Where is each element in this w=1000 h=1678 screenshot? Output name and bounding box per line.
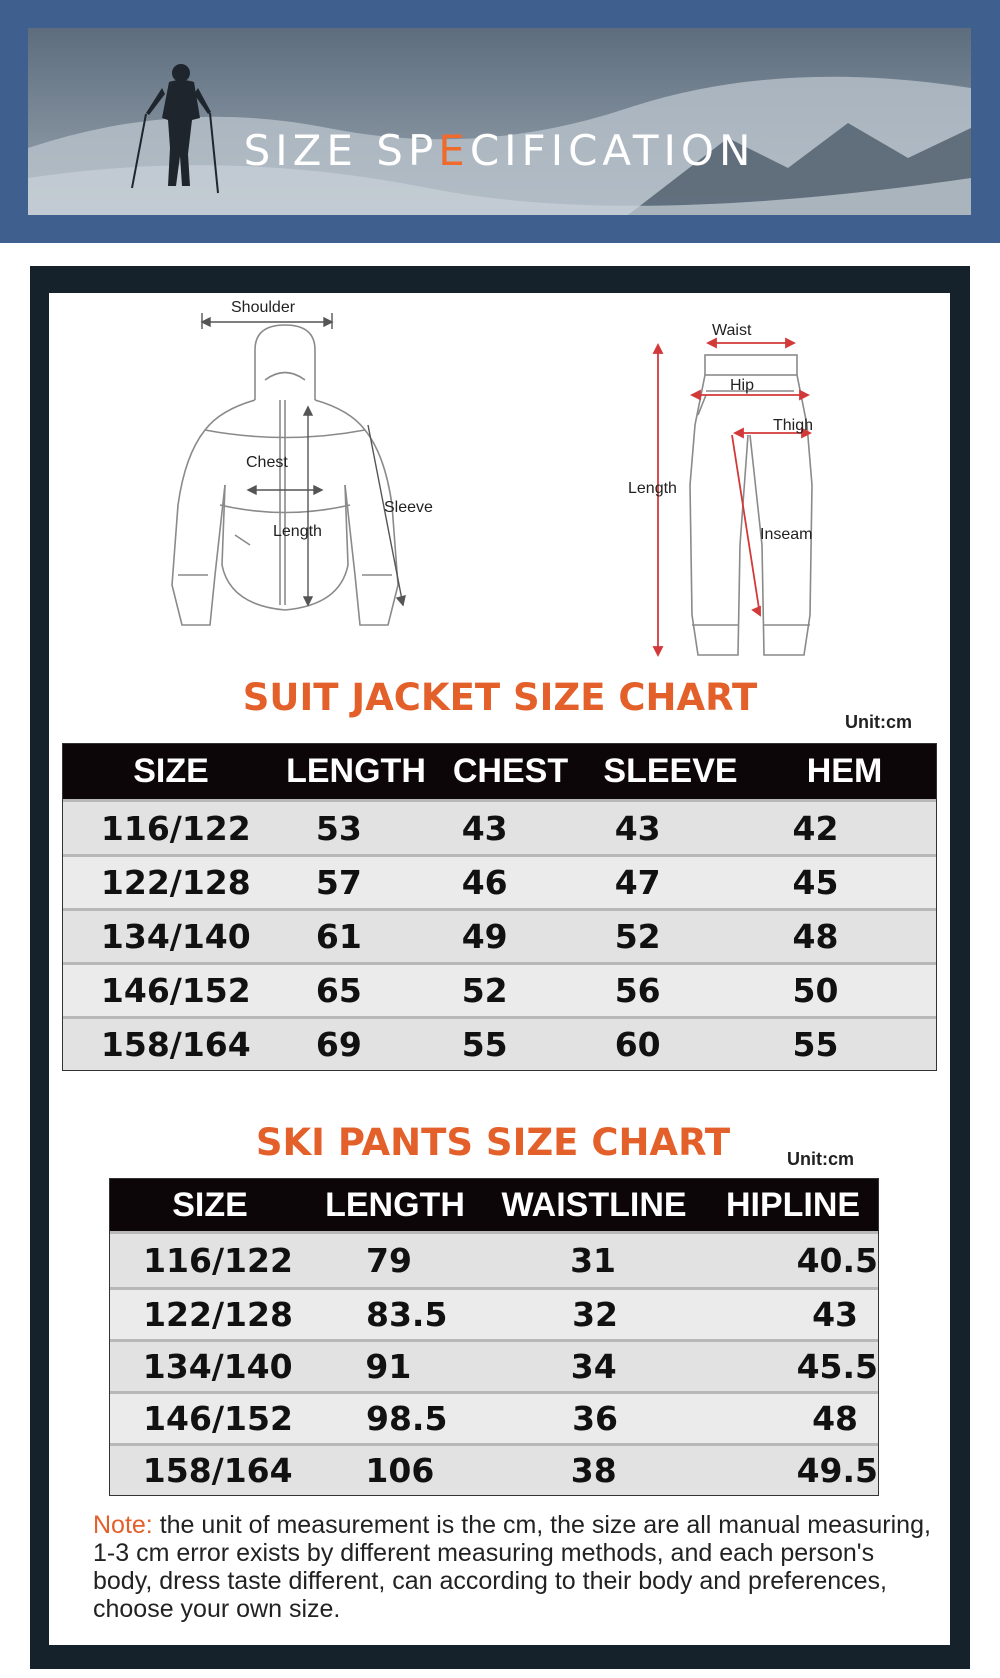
col-header: SLEEVE <box>603 752 738 790</box>
table-header-row <box>110 1179 878 1231</box>
table-cell: 34 <box>570 1347 617 1386</box>
col-header: SIZE <box>133 752 209 790</box>
pants-size-table <box>109 1178 879 1496</box>
table-row <box>110 1443 878 1495</box>
note-text: the unit of measurement is the cm, the size are all manual measuring, 1-3 cm error exists by different measuring methods, and each person's body, dress taste different, can according to their body and preferences, choose your own size. <box>93 1511 931 1623</box>
jacket-chart-title: SUIT JACKET SIZE CHART <box>242 676 758 719</box>
table-cell: 134/140 <box>142 1347 293 1386</box>
table-cell: 60 <box>614 1025 661 1064</box>
table-row <box>63 962 936 1016</box>
table-cell: 122/128 <box>100 863 251 902</box>
table-header-row <box>63 744 936 799</box>
pants-diagram <box>628 315 840 660</box>
jacket-length-label: Length <box>273 523 322 540</box>
table-cell: 57 <box>315 863 362 902</box>
pants-unit-label: Unit:cm <box>787 1149 854 1169</box>
table-cell: 49 <box>461 917 508 956</box>
table-cell: 32 <box>572 1295 618 1334</box>
table-cell: 46 <box>461 863 508 902</box>
table-cell: 158/164 <box>142 1451 293 1490</box>
table-cell: 45.5 <box>796 1347 878 1386</box>
col-header: LENGTH <box>325 1185 465 1224</box>
table-cell: 106 <box>365 1451 435 1490</box>
table-cell: 52 <box>461 971 508 1010</box>
col-header: SIZE <box>172 1185 248 1224</box>
table-cell: 122/128 <box>143 1295 293 1334</box>
thigh-label: Thigh <box>773 417 814 434</box>
title-accent-letter: E <box>438 126 470 175</box>
table-cell: 42 <box>792 808 839 848</box>
table-cell: 55 <box>792 1025 839 1064</box>
table-cell: 49.5 <box>796 1451 878 1490</box>
table-cell: 134/140 <box>100 917 251 956</box>
col-header: HEM <box>806 752 883 790</box>
waist-label: Waist <box>712 322 752 339</box>
table-cell: 55 <box>461 1025 508 1064</box>
jacket-diagram <box>160 299 480 660</box>
table-row <box>110 1339 878 1391</box>
note-label: Note: <box>93 1511 153 1539</box>
jacket-unit-label: Unit:cm <box>845 712 912 732</box>
col-header: CHEST <box>452 752 569 790</box>
table-cell: 43 <box>461 808 508 848</box>
table-cell: 48 <box>792 917 839 956</box>
table-cell: 40.5 <box>796 1241 878 1280</box>
table-cell: 45 <box>792 863 839 902</box>
table-cell: 38 <box>570 1451 617 1490</box>
table-cell: 146/152 <box>143 1399 293 1438</box>
table-cell: 98.5 <box>366 1399 448 1438</box>
banner-skier-photo <box>28 28 971 215</box>
table-row <box>110 1231 878 1287</box>
sleeve-label: Sleeve <box>384 499 433 516</box>
table-cell: 116/122 <box>100 808 251 848</box>
page-title: SIZE SPECIFICATION <box>243 126 756 175</box>
table-cell: 158/164 <box>100 1025 251 1064</box>
hip-label: Hip <box>730 377 755 394</box>
header-banner <box>28 28 971 215</box>
table-cell: 50 <box>792 971 839 1010</box>
table-cell: 116/122 <box>143 1241 293 1280</box>
table-cell: 52 <box>614 917 661 956</box>
table-row <box>110 1391 878 1443</box>
table-cell: 48 <box>812 1399 858 1438</box>
table-row <box>63 908 936 962</box>
table-cell: 56 <box>614 971 661 1010</box>
table-cell: 146/152 <box>100 971 251 1010</box>
table-row <box>63 799 936 854</box>
shoulder-label: Shoulder <box>231 299 296 316</box>
table-cell: 36 <box>572 1399 618 1438</box>
table-cell: 79 <box>366 1241 412 1280</box>
table-cell: 83.5 <box>366 1295 448 1334</box>
col-header: HIPLINE <box>725 1185 861 1224</box>
table-cell: 91 <box>365 1347 412 1386</box>
table-cell: 43 <box>812 1295 858 1334</box>
size-note <box>93 1511 933 1623</box>
table-cell: 69 <box>315 1025 362 1064</box>
table-cell: 43 <box>614 808 661 848</box>
table-cell: 53 <box>315 808 362 848</box>
col-header: LENGTH <box>286 752 426 790</box>
table-cell: 65 <box>315 971 362 1010</box>
table-row <box>63 1016 936 1070</box>
jacket-size-table <box>62 743 937 1071</box>
pants-chart-title: SKI PANTS SIZE CHART <box>255 1121 731 1164</box>
table-cell: 31 <box>570 1241 616 1280</box>
col-header: WAISTLINE <box>501 1185 687 1224</box>
pants-length-label: Length <box>628 480 677 497</box>
table-row <box>110 1287 878 1339</box>
table-cell: 61 <box>315 917 362 956</box>
table-cell: 47 <box>614 863 661 902</box>
chest-label: Chest <box>246 454 288 471</box>
inseam-label: Inseam <box>760 526 813 543</box>
table-row <box>63 854 936 908</box>
